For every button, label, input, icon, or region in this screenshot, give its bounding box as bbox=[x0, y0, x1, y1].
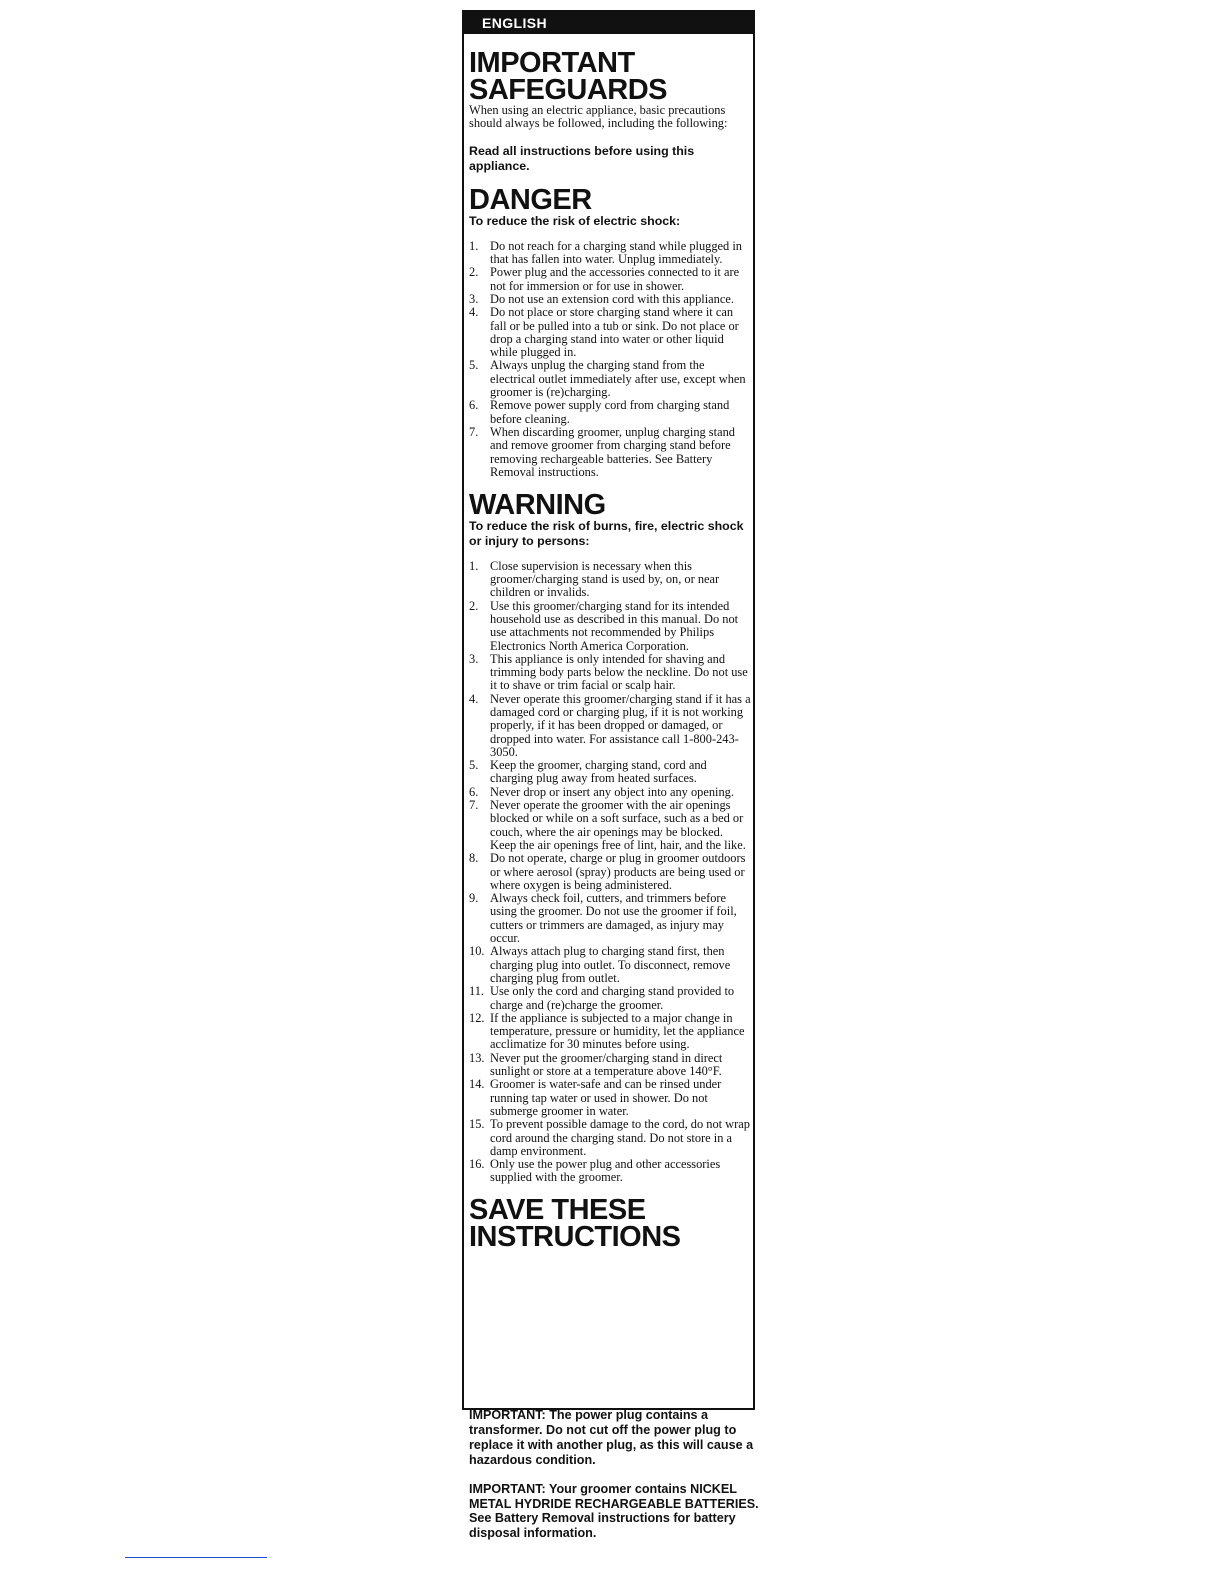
warning-item: 6. Never drop or insert any object into any opening. bbox=[469, 784, 734, 799]
safeguards-intro: When using an electric appliance, basic precautions should always be followed, including the following: bbox=[469, 103, 728, 131]
danger-item: 7. When discarding groomer, unplug charging stand and remove groomer from charging stand before removing rechargeable batteries. See Battery Removal instructions. bbox=[469, 424, 735, 479]
language-label: ENGLISH bbox=[462, 10, 755, 34]
warning-item: 5. Keep the groomer, charging stand, cord and charging plug away from heated surfaces. bbox=[469, 758, 707, 786]
warning-item: 11. Use only the cord and charging stand provided to charge and (re)charge the groomer. bbox=[469, 984, 735, 1012]
warning-list bbox=[469, 560, 751, 1185]
danger-item: 1. Do not reach for a charging stand while plugged in that has fallen into water. Unplug immediately. bbox=[469, 238, 742, 267]
save-title-line1: SAVE THESE bbox=[469, 1193, 646, 1226]
warning-item: 9. Always check foil, cutters, and trimmers before using the groomer. Do not use the groomer if foil, cutters or trimmers are damaged, as injury may occur. bbox=[469, 891, 737, 946]
important-note-power-plug: IMPORTANT: The power plug contains a transformer. Do not cut off the power plug to replace it with another plug, as this will cause a hazardous condition. bbox=[469, 1408, 754, 1467]
safeguards-content bbox=[469, 47, 751, 1253]
safeguards-title-line2: SAFEGUARDS bbox=[469, 74, 668, 106]
warning-item: 14. Groomer is water-safe and can be rinsed under running tap water or used in shower. Do not submerge groomer in water. bbox=[469, 1077, 722, 1118]
safeguards-title-line1: IMPORTANT bbox=[469, 47, 635, 79]
danger-title: DANGER bbox=[469, 184, 592, 216]
warning-item: 8. Do not operate, charge or plug in groomer outdoors or where aerosol (spray) products are being used or where oxygen is being administered. bbox=[469, 851, 746, 892]
warning-item: 16. Only use the power plug and other accessories supplied with the groomer. bbox=[469, 1157, 721, 1185]
save-title-line2: INSTRUCTIONS bbox=[469, 1220, 681, 1253]
danger-item: 6. Remove power supply cord from charging stand before cleaning. bbox=[469, 398, 730, 426]
warning-title: WARNING bbox=[469, 489, 606, 522]
warning-item: 4. Never operate this groomer/charging stand if it has a damaged cord or charging plug, if it is not working properly, if it has been dropped or damaged, or dropped into water. For assistance call 1-800-243-3050. bbox=[469, 691, 751, 759]
warning-item: 2. Use this groomer/charging stand for its intended household use as described in this manual. Do not use attachments not recommended by Philips Electronics North America Corporation. bbox=[469, 598, 739, 653]
warning-item: 3. This appliance is only intended for shaving and trimming body parts below the neckline. Do not use it to shave or trim facial or scalp hair. bbox=[469, 651, 748, 693]
footnote-rule bbox=[125, 1557, 267, 1558]
warning-item: 13. Never put the groomer/charging stand in direct sunlight or store at a temperature above 140°F. bbox=[469, 1050, 723, 1079]
warning-item: 1. Close supervision is necessary when this groomer/charging stand is used by, on, or near children or invalids. bbox=[469, 558, 720, 600]
warning-item: 12. If the appliance is subjected to a major change in temperature, pressure or humidity, let the appliance acclimatize for 30 minutes before using. bbox=[469, 1010, 745, 1052]
danger-item: 4. Do not place or store charging stand where it can fall or be pulled into a tub or sink. Do not place or drop a charging stand into water or other liquid while plugged in. bbox=[469, 305, 739, 360]
danger-subtitle: To reduce the risk of electric shock: bbox=[469, 214, 681, 228]
warning-subtitle: To reduce the risk of burns, fire, electric shock or injury to persons: bbox=[469, 519, 744, 548]
important-note-batteries: IMPORTANT: Your groomer contains NICKEL METAL HYDRIDE RECHARGEABLE BATTERIES. See Battery Removal instructions for battery disposal information. bbox=[469, 1481, 759, 1541]
warning-item: 7. Never operate the groomer with the air openings blocked or while on a soft surface, such as a bed or couch, where the air openings may be blocked. Keep the air openings free of lint, hair, and the like. bbox=[469, 798, 746, 852]
read-all-instructions: Read all instructions before using this appliance. bbox=[469, 144, 695, 174]
important-notes bbox=[469, 1408, 759, 1541]
danger-item: 5. Always unplug the charging stand from the electrical outlet immediately after use, except when groomer is (re)charging. bbox=[469, 358, 746, 400]
warning-item: 15. To prevent possible damage to the cord, do not wrap cord around the charging stand. Do not store in a damp environment. bbox=[469, 1117, 750, 1158]
danger-item: 2. Power plug and the accessories connected to it are not for immersion or for use in shower. bbox=[469, 265, 740, 293]
warning-item: 10. Always attach plug to charging stand first, then charging plug into outlet. To disconnect, remove charging plug from outlet. bbox=[469, 944, 731, 985]
danger-item: 3. Do not use an extension cord with this appliance. bbox=[469, 291, 734, 306]
danger-list bbox=[469, 240, 751, 479]
